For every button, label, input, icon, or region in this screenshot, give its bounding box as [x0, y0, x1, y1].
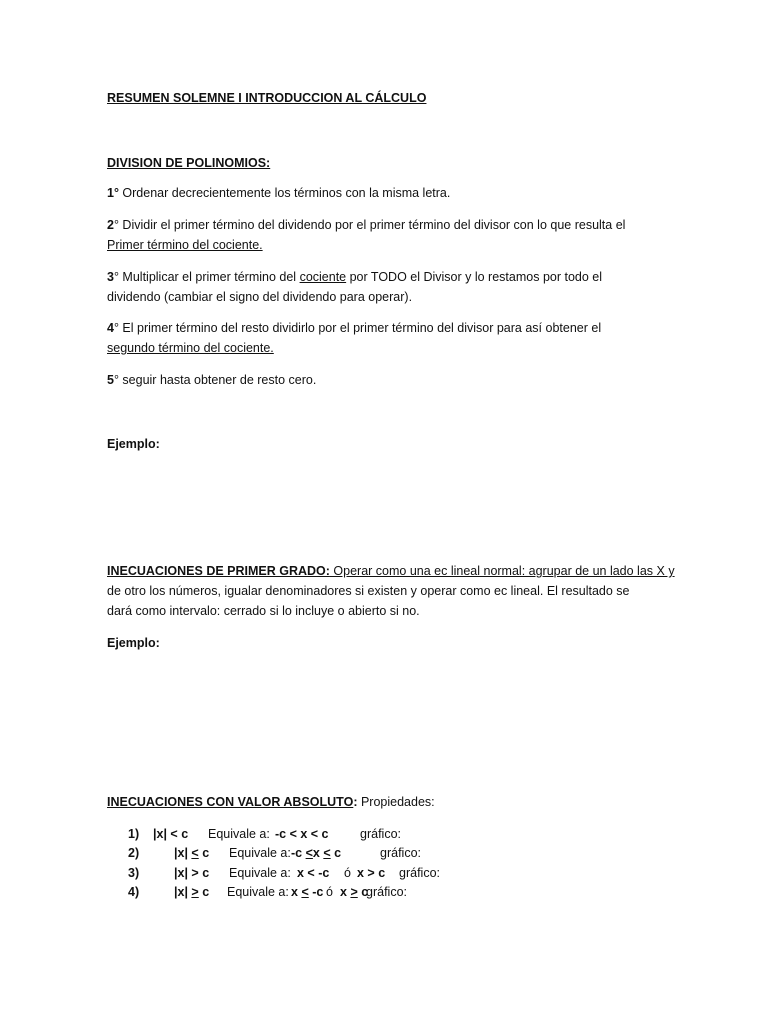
grafico-label: gráfico:	[399, 866, 440, 880]
step-number: 3	[107, 270, 114, 284]
property-expression: |x| > c	[174, 866, 210, 880]
division-step-3	[107, 270, 602, 285]
section-heading: INECUACIONES CON VALOR ABSOLUTO	[107, 795, 354, 809]
division-step-4-continued: segundo término del cociente.	[107, 341, 274, 355]
primer-grado-example-label: Ejemplo:	[107, 636, 160, 650]
property-result-a: x < -c	[291, 885, 324, 899]
division-example-label: Ejemplo:	[107, 437, 160, 451]
step-text: seguir hasta obtener de resto cero.	[118, 373, 317, 387]
step-degree: °	[113, 373, 119, 387]
property-number: 3)	[128, 866, 140, 880]
section-text: Operar como una ec lineal normal: agrupar de un lado las X y	[329, 564, 675, 578]
inecuaciones-primer-grado-line3: dará como intervalo: cerrado si lo incluye o abierto si no.	[107, 604, 420, 618]
grafico-label: gráfico:	[366, 885, 407, 899]
property-expression: |x| < c	[174, 846, 210, 860]
section-heading: INECUACIONES DE PRIMER GRADO:	[107, 564, 330, 578]
equivale-label: Equivale a:	[208, 827, 270, 841]
section-text: Propiedades:	[357, 795, 435, 809]
property-expression: |x| > c	[174, 885, 210, 899]
inecuaciones-primer-grado-line1	[107, 564, 675, 579]
grafico-label: gráfico:	[360, 827, 401, 841]
equivale-label: Equivale a:	[229, 846, 291, 860]
step-number: 2	[107, 218, 114, 232]
property-number: 4)	[128, 885, 140, 899]
division-heading: DIVISION DE POLINOMIOS:	[107, 156, 271, 170]
step-text-rest: por TODO el Divisor y lo restamos por todo el	[346, 270, 603, 284]
division-step-5	[107, 373, 316, 388]
or-label: ó	[344, 866, 351, 880]
property-result-a: x < -c	[297, 866, 330, 880]
step-number: 5	[107, 373, 114, 387]
inecuaciones-primer-grado-line2: de otro los números, igualar denominadores si existen y operar como ec lineal. El resultado se	[107, 584, 630, 598]
division-step-3-continued: dividendo (cambiar el signo del dividendo para operar).	[107, 290, 413, 304]
grafico-label: gráfico:	[380, 846, 421, 860]
step-text: Ordenar decrecientemente los términos con la misma letra.	[118, 186, 451, 200]
step-degree: °	[113, 321, 119, 335]
property-expression: |x| < c	[153, 827, 189, 841]
step-underlined-word: cociente	[299, 270, 347, 284]
step-degree: °	[113, 218, 119, 232]
heading-colon: :	[353, 795, 358, 809]
equivale-label: Equivale a:	[227, 885, 289, 899]
property-result-b: x > c	[340, 885, 369, 899]
step-degree: °	[113, 270, 119, 284]
property-number: 2)	[128, 846, 140, 860]
equivale-label: Equivale a:	[229, 866, 291, 880]
division-step-4	[107, 321, 601, 336]
step-number: 1°	[107, 186, 119, 200]
valor-absoluto-heading-line	[107, 795, 435, 810]
step-text: El primer término del resto dividirlo por el primer término del divisor para así obtener el	[118, 321, 602, 335]
or-label: ó	[326, 885, 333, 899]
step-text: Multiplicar el primer término del	[118, 270, 300, 284]
division-step-2	[107, 218, 625, 233]
document-title: RESUMEN SOLEMNE I INTRODUCCION AL CÁLCULO	[107, 91, 427, 105]
division-step-2-continued: Primer término del cociente.	[107, 238, 263, 252]
step-text: Dividir el primer término del dividendo por el primer término del divisor con lo que resulta el	[118, 218, 626, 232]
property-result-b: x > c	[357, 866, 386, 880]
property-result: -c < x < c	[275, 827, 329, 841]
step-number: 4	[107, 321, 114, 335]
property-number: 1)	[128, 827, 140, 841]
property-result: -c <x < c	[291, 846, 342, 860]
division-step-1	[107, 186, 450, 201]
